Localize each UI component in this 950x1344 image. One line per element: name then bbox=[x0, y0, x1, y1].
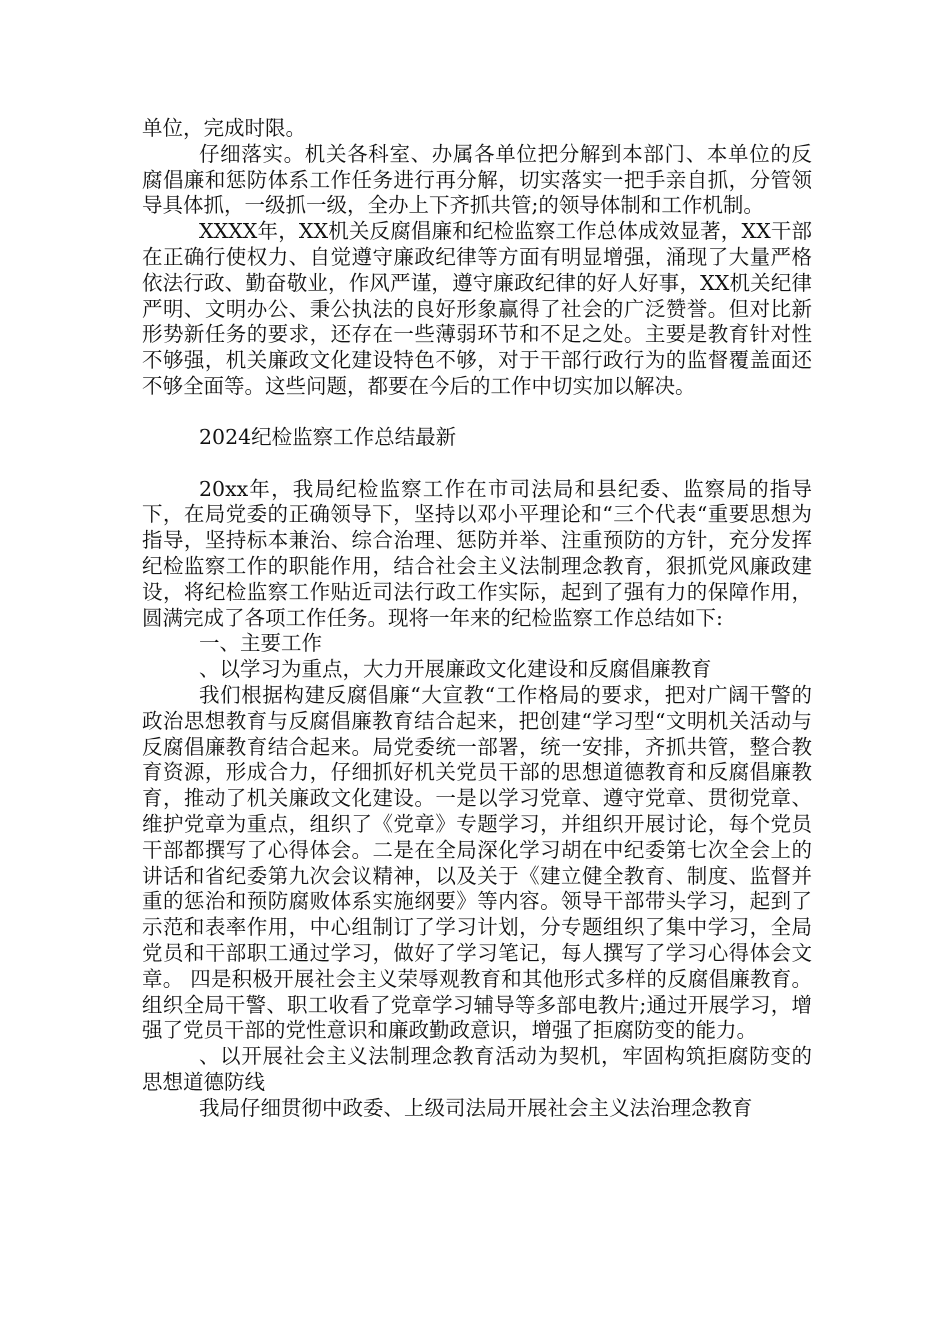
paragraph-continuation: 单位，完成时限。 bbox=[142, 116, 306, 140]
paragraph-study-body: 我们根据构建反腐倡廉“大宣教“工作格局的要求，把对广阔干警的政治思想教育与反腐倡廉教育结合起来，把创建“学习型“文明机关活动与反腐倡廉教育结合起来。局党委统一部署，统一安排，齐抓共管，整合教育资源，形成合力，仔细抓好机关党员干部的思想道德教育和反腐倡廉教育，推动了机关廉政文化建设。一是以学习党章、遵守党章、贯彻党章、维护党章为重点，组织了《党章》专题学习，并组织开展讨论，每个党员干部都撰写了心得体会。二是在全局深化学习胡在中纪委第七次全会上的讲话和省纪委第九次会议精神，以及关于《建立健全教育、制度、监督并重的惩治和预防腐败体系实施纲要》等内容。领导干部带头学习，起到了示范和表率作用，中心组制订了学习计划，分专题组织了集中学习，全局党员和干部职工通过学习，做好了学习笔记，每人撰写了学习心得体会文章。 四是积极开展社会主义荣辱观教育和其他形式多样的反腐倡廉教育。组织全局干警、职工收看了党章学习辅导等多部电教片;通过开展学习，增强了党员干部的党性意识和廉政勤政意识，增强了拒腐防变的能力。 bbox=[142, 682, 812, 1043]
section-title: 2024纪检监察工作总结最新 bbox=[199, 424, 457, 449]
subheading-legal-education: 、以开展社会主义法制理念教育活动为契机，牢固构筑拒腐防变的思想道德防线 bbox=[142, 1044, 812, 1094]
paragraph-achievements: XXXX年，XX机关反腐倡廉和纪检监察工作总体成效显著，XX干部在正确行使权力、自觉遵守廉政纪律等方面有明显增强，涌现了大量严格依法行政、勤奋敬业，作风严谨，遵守廉政纪律的好人好事，XX机关纪律严明、文明办公、秉公执法的良好形象赢得了社会的广泛赞誉。但对比新形势新任务的要求，还存在一些薄弱环节和不足之处。主要是教育针对性不够强，机关廉政文化建设特色不够，对于干部行政行为的监督覆盖面还不够全面等。这些问题，都要在今后的工作中切实加以解决。 bbox=[142, 219, 812, 398]
document-page bbox=[142, 116, 812, 1121]
heading-main-work: 一、主要工作 bbox=[199, 631, 322, 656]
paragraph-legal-body: 我局仔细贯彻中政委、上级司法局开展社会主义法治理念教育 bbox=[199, 1095, 753, 1120]
subheading-study: 、以学习为重点，大力开展廉政文化建设和反腐倡廉教育 bbox=[199, 657, 712, 682]
paragraph-implementation: 仔细落实。机关各科室、办属各单位把分解到本部门、本单位的反腐倡廉和惩防体系工作任务进行再分解，切实落实一把手亲自抓，分管领导具体抓，一级抓一级，全办上下齐抓共管;的领导体制和工作机制。 bbox=[142, 141, 812, 218]
paragraph-intro: 20xx年，我局纪检监察工作在市司法局和县纪委、监察局的指导下，在局党委的正确领导下，坚持以邓小平理论和“三个代表“重要思想为指导，坚持标本兼治、综合治理、惩防并举、注重预防的方针，充分发挥纪检监察工作的职能作用，结合社会主义法制理念教育，狠抓党风廉政建设，将纪检监察工作贴近司法行政工作实际，起到了强有力的保障作用，圆满完成了各项工作任务。现将一年来的纪检监察工作总结如下: bbox=[142, 476, 812, 630]
